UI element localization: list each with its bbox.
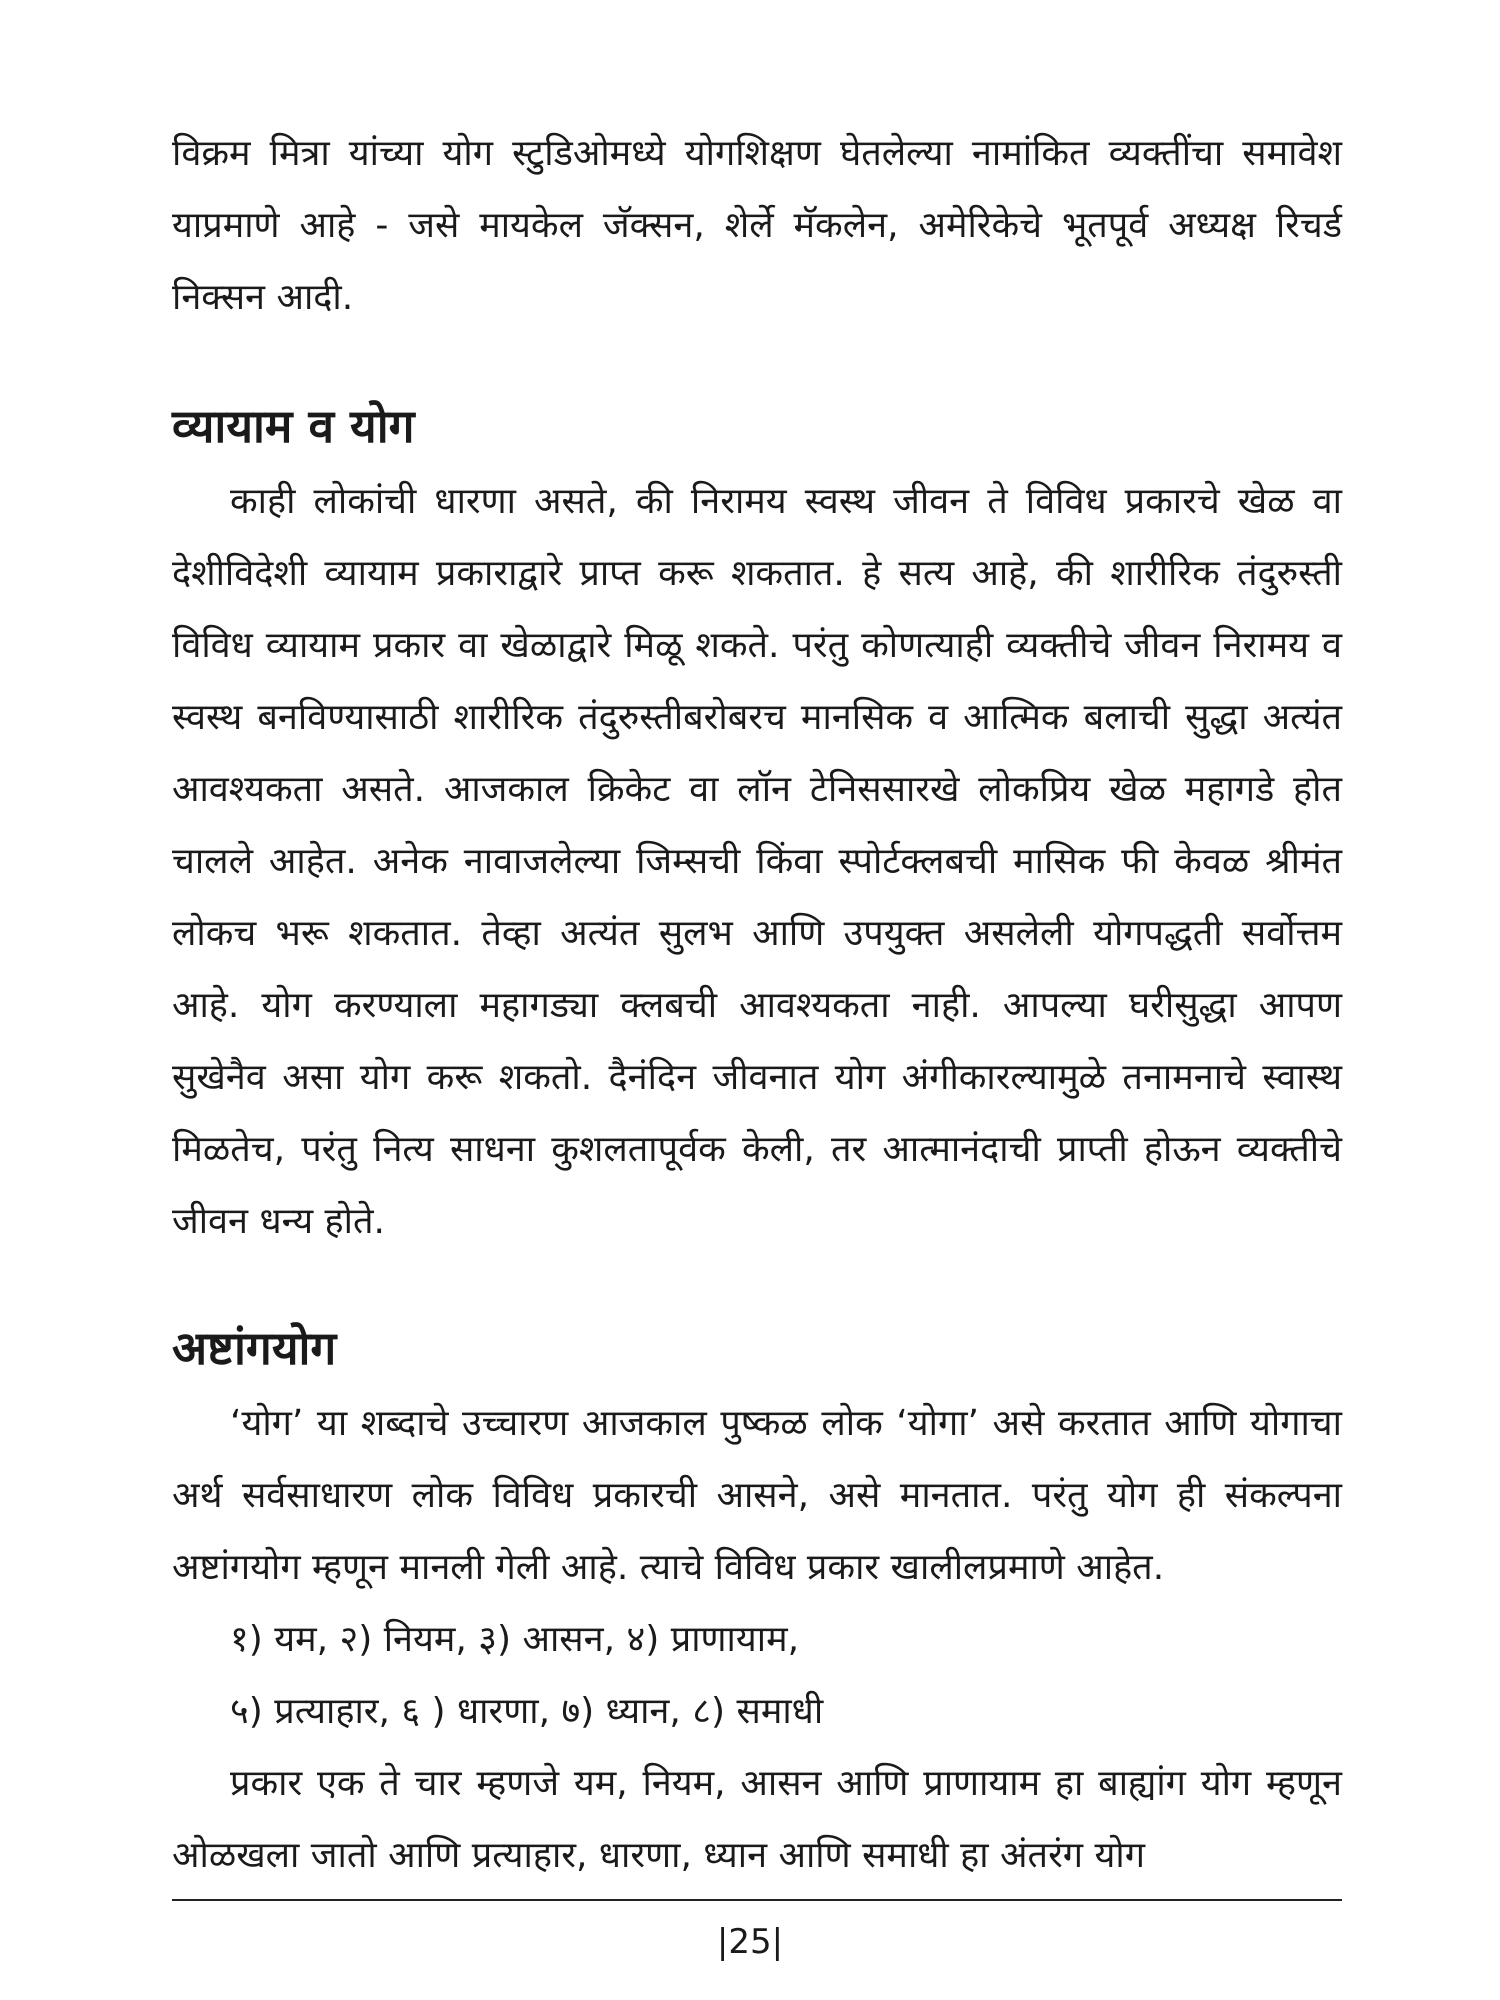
page-content (172, 118, 1342, 1892)
vyayam-paragraph: काही लोकांची धारणा असते, की निरामय स्वस्थ जीवन ते विविध प्रकारचे खेळ वा देशीविदेशी व्यायाम प्रकाराद्वारे प्राप्त करू शकतात. हे सत्य आहे, की शारीरिक तंदुरुस्ती विविध व्यायाम प्रकार वा खेळाद्वारे मिळू शकते. परंतु कोणत्याही व्यक्तीचे जीवन निरामय व स्वस्थ बनविण्यासाठी शारीरिक तंदुरुस्तीबरोबरच मानसिक व आत्मिक बलाची सुद्धा अत्यंत आवश्यकता असते. आजकाल क्रिकेट वा लॉन टेनिससारखे लोकप्रिय खेळ महागडे होत चालले आहेत. अनेक नावाजलेल्या जिम्सची किंवा स्पोर्टक्लबची मासिक फी केवळ श्रीमंत लोकच भरू शकतात. तेव्हा अत्यंत सुलभ आणि उपयुक्त असलेली योगपद्धती सर्वोत्तम आहे. योग करण्याला महागड्या क्लबची आवश्यकता नाही. आपल्या घरीसुद्धा आपण सुखेनैव असा योग करू शकतो. दैनंदिन जीवनात योग अंगीकारल्यामुळे तनामनाचे स्वास्थ मिळतेच, परंतु नित्य साधना कुशलतापूर्वक केली, तर आत्मानंदाची प्राप्ती होऊन व्यक्तीचे जीवन धन्य होते. (172, 481, 1342, 1242)
ashtang-paragraph-1: ‘योग’ या शब्दाचे उच्चारण आजकाल पुष्कळ लोक ‘योगा’ असे करतात आणि योगाचा अर्थ सर्वसाधारण लोक विविध प्रकारची आसने, असे मानतात. परंतु योग ही संकल्पना अष्टांगयोग म्हणून मानली गेली आहे. त्याचे विविध प्रकार खालीलप्रमाणे आहेत. (172, 1403, 1342, 1588)
section-heading-ashtang: अष्टांगयोग (172, 1321, 337, 1375)
footer-divider (172, 1899, 1342, 1901)
intro-paragraph: विक्रम मित्रा यांच्या योग स्टुडिओमध्ये योगशिक्षण घेतलेल्या नामांकित व्यक्तींचा समावेश याप्रमाणे आहे - जसे मायकेल जॅक्सन, शेर्ले मॅकलेन, अमेरिकेचे भूतपूर्व अध्यक्ष रिचर्ड निक्सन आदी. (172, 133, 1342, 318)
ashtang-paragraph-2: प्रकार एक ते चार म्हणजे यम, नियम, आसन आणि प्राणायाम हा बाह्यांग योग म्हणून ओळखला जातो आणि प्रत्याहार, धारणा, ध्यान आणि समाधी हा अंतरंग योग (172, 1763, 1342, 1876)
ashtang-list-line-2: ५) प्रत्याहार, ६ ) धारणा, ७) ध्यान, ८) समाधी (230, 1691, 824, 1732)
ashtang-list-line-1: १) यम, २) नियम, ३) आसन, ४) प्राणायाम, (230, 1619, 800, 1660)
page-number: |25| (716, 1922, 784, 1962)
section-heading-vyayam: व्यायाम व योग (172, 399, 415, 453)
